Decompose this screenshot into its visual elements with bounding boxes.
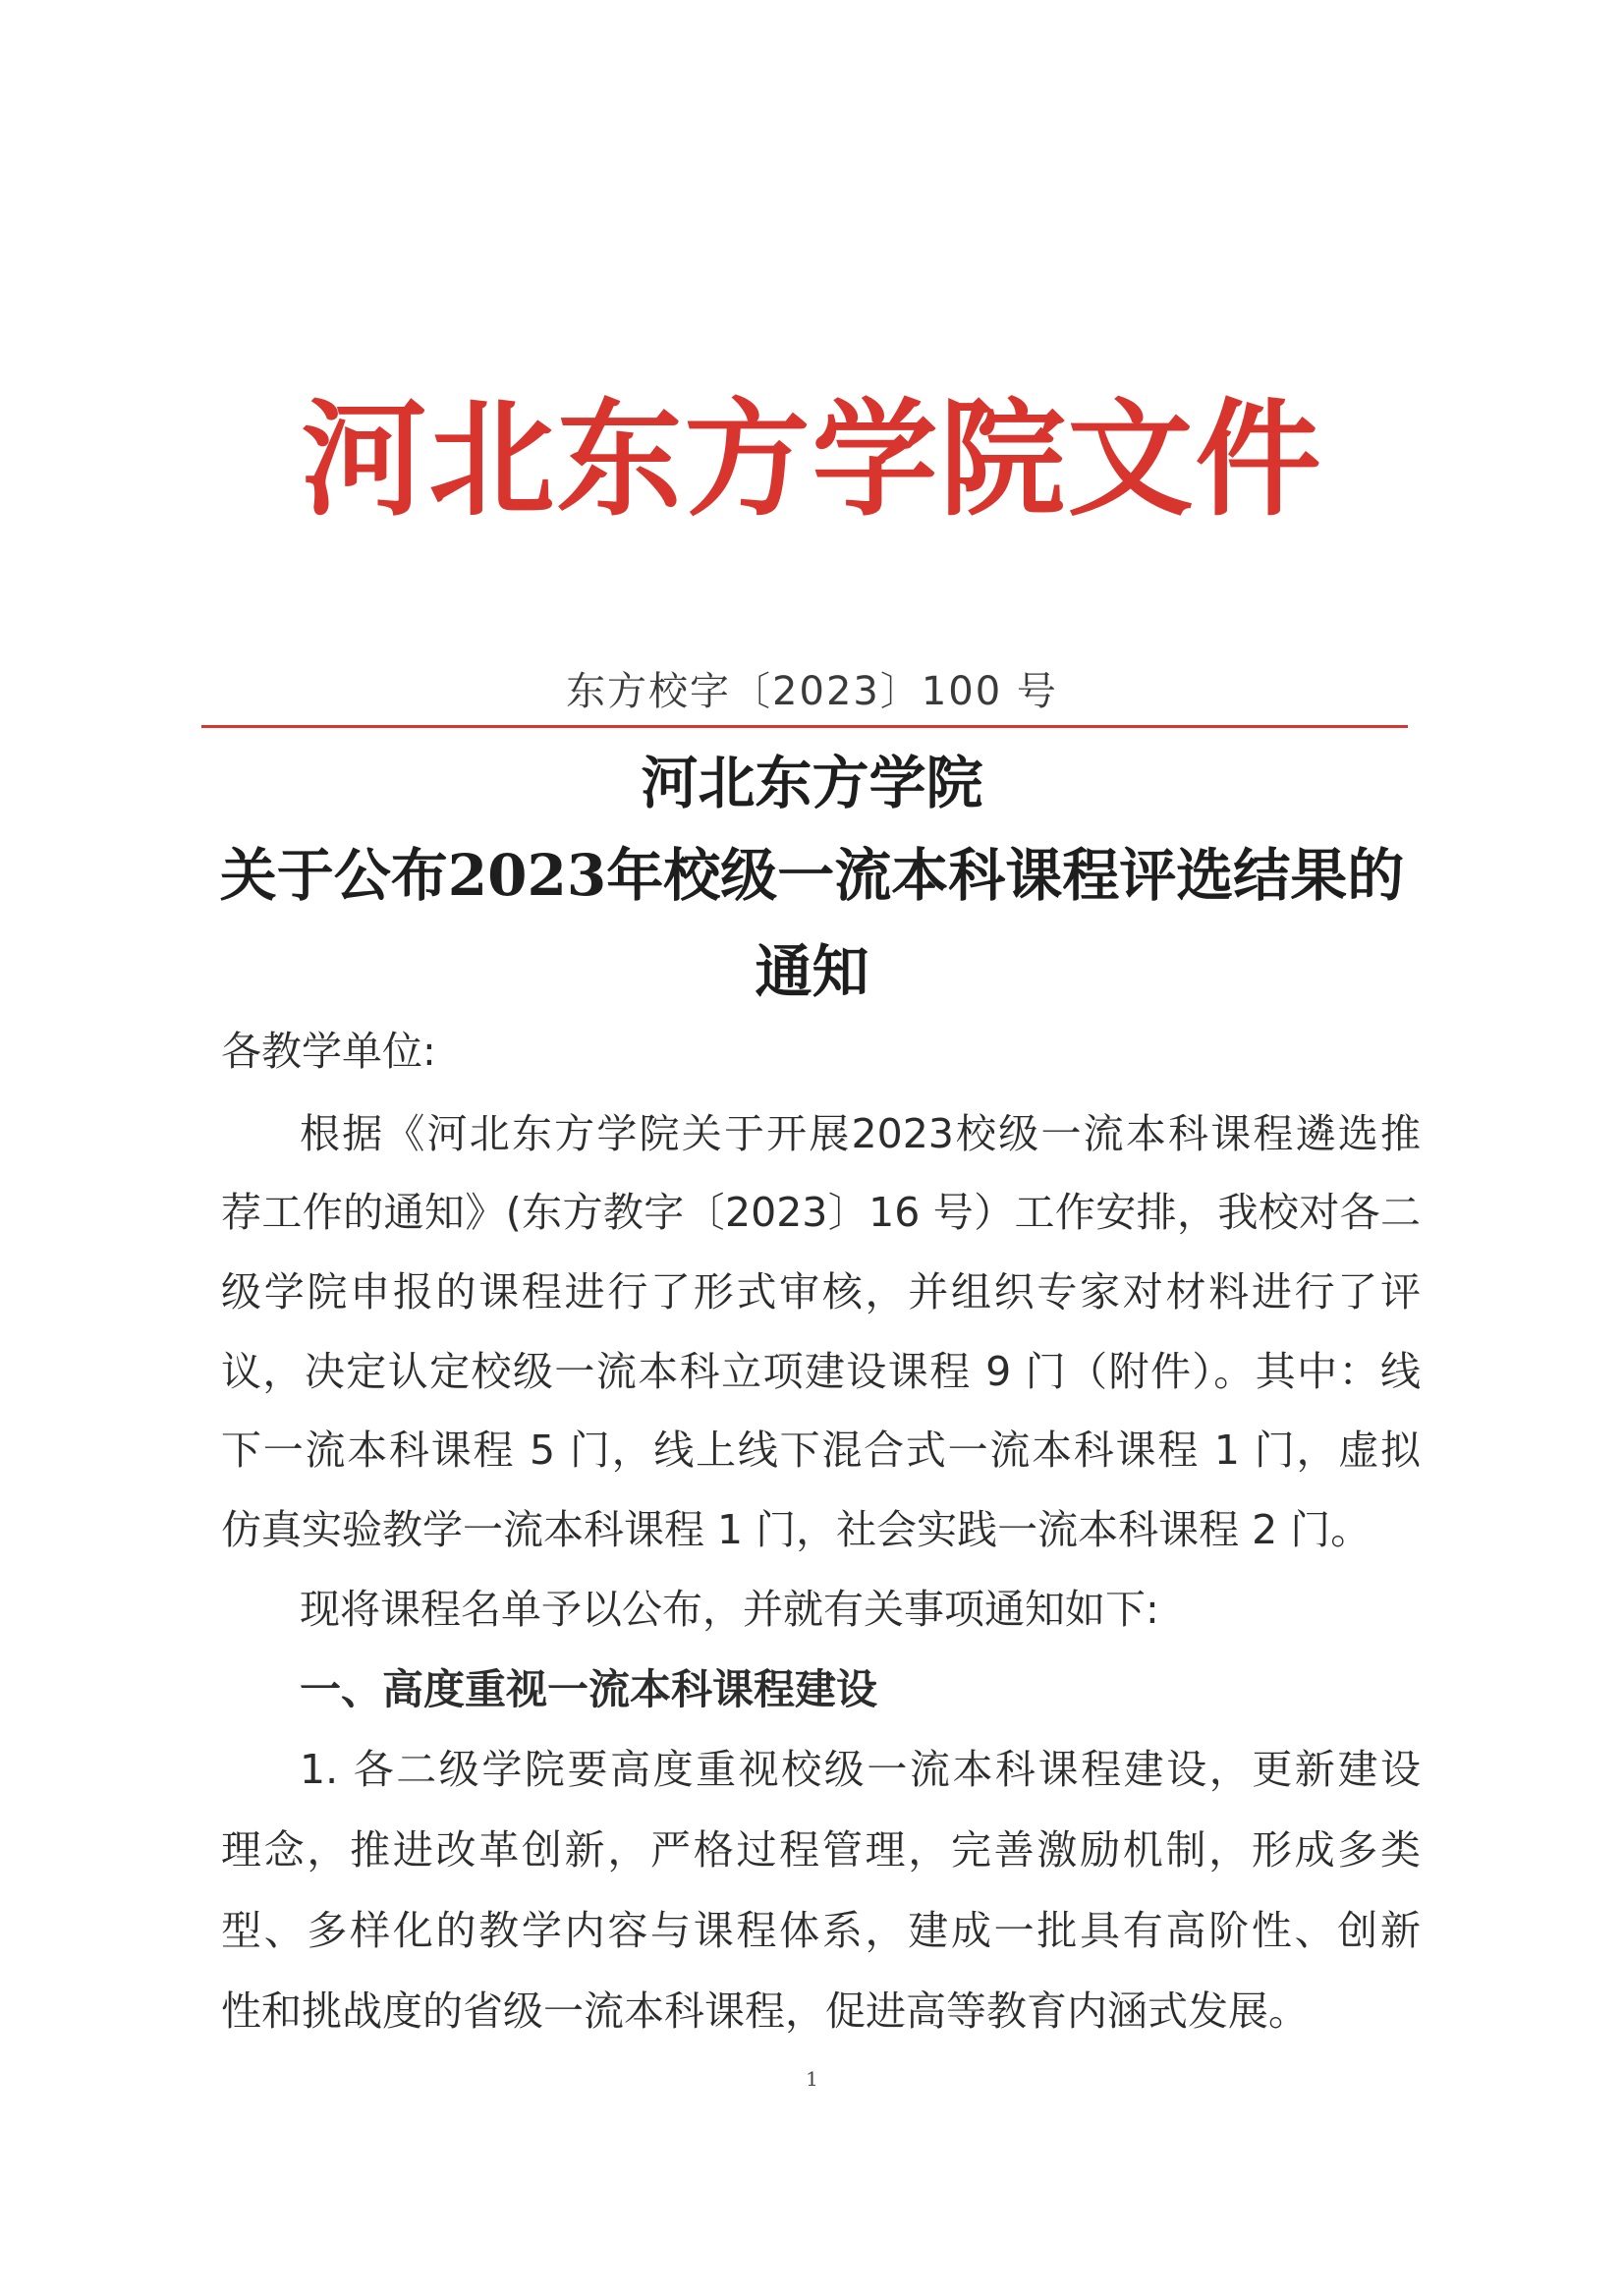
notice-title-line-1: 河北东方学院 — [641, 750, 983, 816]
item-1-line: 1. 各二级学院要高度重视校级一流本科课程建设，更新建设 — [300, 1746, 1421, 1793]
item-1-line: 型、多样化的教学内容与课程体系，建成一批具有高阶性、创新 — [221, 1907, 1421, 1954]
item-1-line: 性和挑战度的省级一流本科课程，促进高等教育内涵式发展。 — [221, 1987, 1309, 2035]
paragraph-1-line: 仿真实验教学一流本科课程 1 门，社会实践一流本科课程 2 门。 — [221, 1506, 1372, 1553]
paragraph-1-line: 荐工作的通知》(东方教字〔2023〕16 号）工作安排，我校对各二 — [221, 1189, 1421, 1236]
paragraph-1-line: 级学院申报的课程进行了形式审核，并组织专家对材料进行了评 — [221, 1268, 1421, 1315]
page-number: 1 — [806, 2067, 818, 2091]
red-divider — [201, 725, 1408, 728]
item-1-line: 理念，推进改革创新，严格过程管理，完善激励机制，形成多类 — [221, 1826, 1421, 1874]
paragraph-2: 现将课程名单予以公布，并就有关事项通知如下: — [300, 1586, 1159, 1633]
notice-title-line-2: 关于公布2023年校级一流本科课程评选结果的 — [219, 842, 1405, 909]
paragraph-1-line: 根据《河北东方学院关于开展2023校级一流本科课程遴选推 — [300, 1110, 1421, 1157]
paragraph-1-line: 议，决定认定校级一流本科立项建设课程 9 门（附件）。其中：线 — [221, 1348, 1421, 1395]
masthead-title: 河北东方学院文件 — [301, 387, 1323, 533]
section-1-heading: 一、高度重视一流本科课程建设 — [300, 1665, 878, 1713]
notice-title-line-3: 通知 — [755, 938, 869, 1005]
salutation: 各教学单位: — [221, 1028, 436, 1075]
paragraph-1-line: 下一流本科课程 5 门，线上线下混合式一流本科课程 1 门，虚拟 — [221, 1427, 1421, 1474]
document-number: 东方校字〔2023〕100 号 — [566, 669, 1058, 714]
